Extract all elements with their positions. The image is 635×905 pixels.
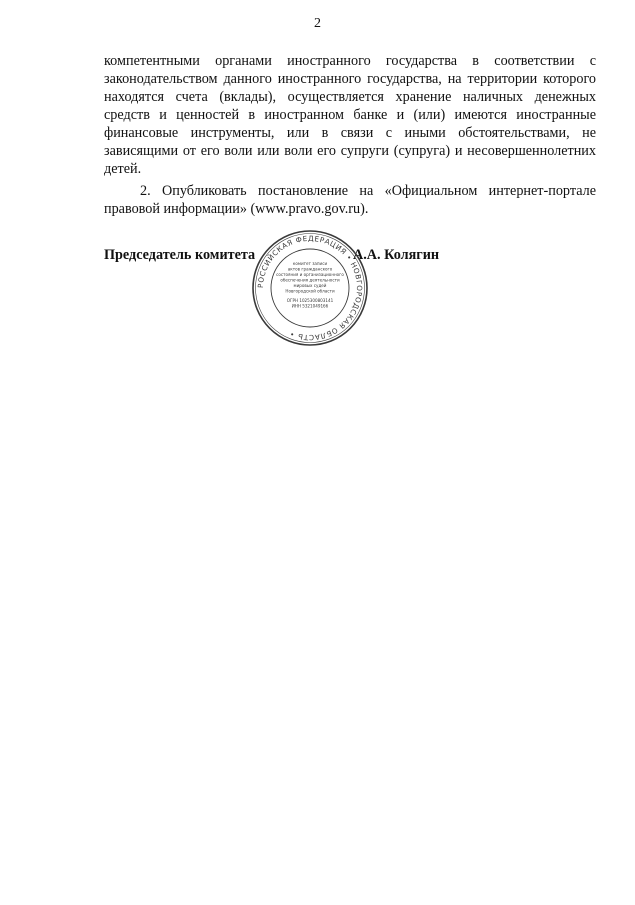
page-number: 2 <box>314 16 321 31</box>
official-seal <box>250 228 370 348</box>
seal-ring-text: РОССИЙСКАЯ ФЕДЕРАЦИЯ • НОВГОРОДСКАЯ ОБЛАСТЬ • <box>255 233 365 343</box>
seal-line: состояния и организационного <box>276 272 344 277</box>
seal-line: ИНН 5321049166 <box>291 303 329 309</box>
seal-line: комитет записи <box>292 261 328 266</box>
document-body <box>104 52 596 218</box>
seal-line: ОГРН 1025300803141 <box>286 298 334 303</box>
paragraph-continuation: компетентными органами иностранного государства в соответствии с законодательством данного иностранного государства, на территории которого находятся счета (вклады), осуществляется хранение наличных денежных средств и ценностей в иностранном банке и (или) имеются иностранные финансовые инструменты, или в связи с иными обстоятельствами, не зависящими от его воли или воли его супруги (супруга) и несовершеннолетних детей. <box>104 53 596 177</box>
seal-line: мировых судей <box>293 283 327 288</box>
seal-icon <box>250 228 370 348</box>
seal-line: актов гражданского <box>287 266 333 272</box>
signatory-title: Председатель комитета <box>104 247 256 263</box>
seal-line: обеспечения деятельности <box>280 277 340 283</box>
paragraph-publish: 2. Опубликовать постановление на «Официальном интернет-портале правовой информации» (www.pravo.gov.ru). <box>104 183 596 217</box>
seal-line: Новгородской области <box>285 288 335 294</box>
signatory-name: А.А. Колягин <box>353 247 440 263</box>
